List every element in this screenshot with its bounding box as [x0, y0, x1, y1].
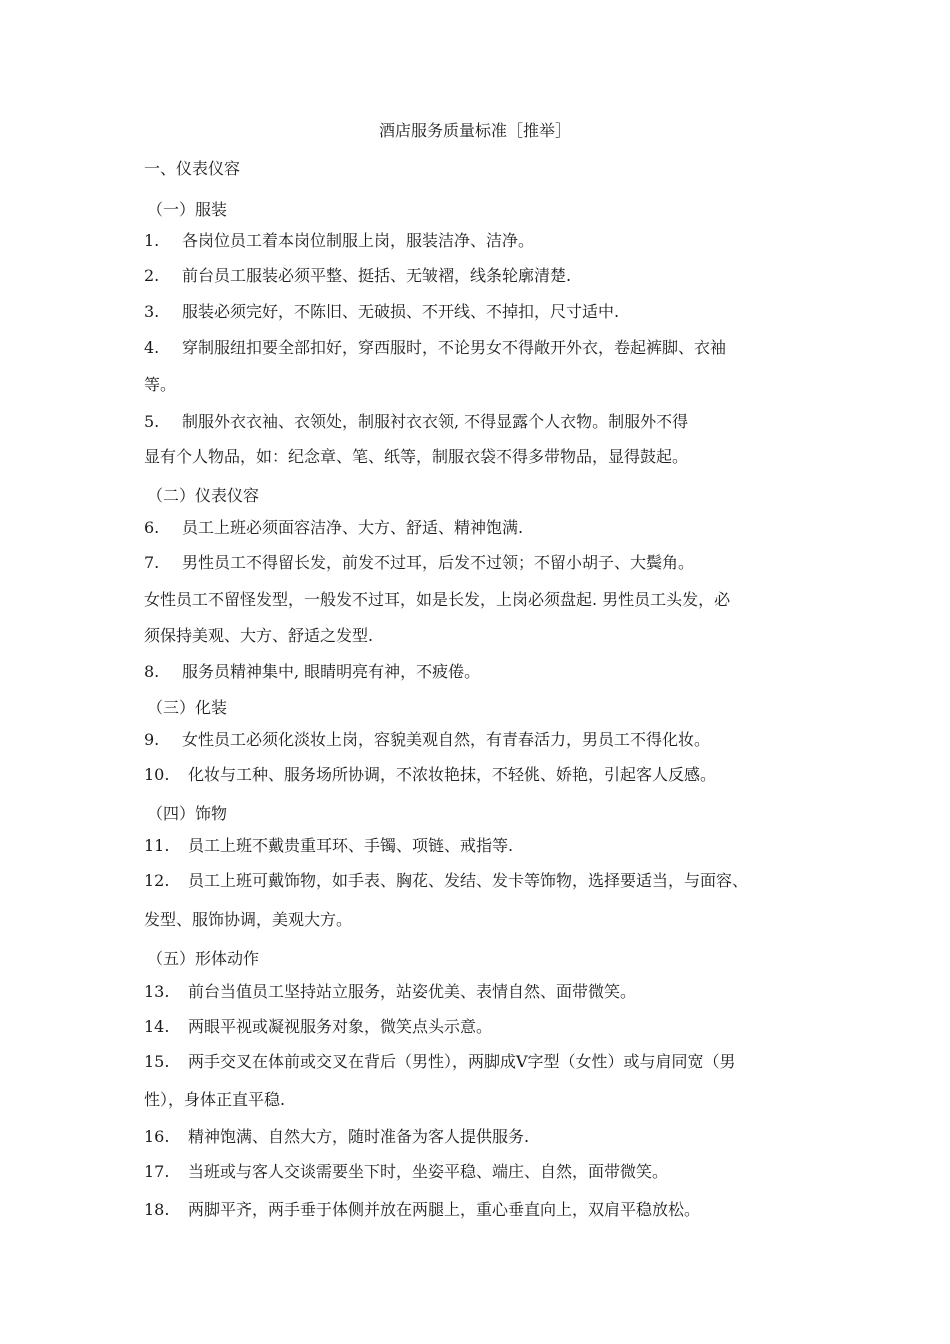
list-item	[144, 412, 688, 432]
item-number: 5.	[144, 412, 160, 431]
list-item	[144, 553, 694, 573]
item-text: 前台当值员工坚持站立服务，站姿优美、表情自然、面带微笑。	[188, 982, 637, 1001]
item-number: 8.	[144, 662, 160, 681]
item-number: 1.	[144, 231, 160, 250]
item-text: 两手交叉在体前或交叉在背后（男性），两脚成Ⅴ字型（女性）或与肩同宽（男	[188, 1052, 736, 1071]
continuation-line: 性），身体正直平稳.	[144, 1090, 286, 1109]
item-text: 服务员精神集中, 眼睛明亮有神，不疲倦。	[182, 662, 481, 681]
item-number: 6.	[144, 518, 160, 537]
continuation-line: 等。	[144, 375, 177, 394]
list-item	[144, 836, 513, 856]
list-item	[144, 302, 619, 322]
item-number: 14.	[144, 1017, 170, 1036]
subsection-heading: （二）仪表仪容	[147, 486, 260, 505]
item-number: 7.	[144, 553, 160, 572]
item-number: 4.	[144, 338, 160, 357]
item-number: 12.	[144, 871, 170, 890]
list-item	[144, 765, 716, 785]
continuation-line: 女性员工不留怪发型，一般发不过耳，如是长发，上岗必须盘起. 男性员工头发，必	[144, 590, 731, 609]
item-number: 15.	[144, 1052, 170, 1071]
subsection-heading: （三）化装	[147, 698, 228, 717]
list-item	[144, 1200, 700, 1220]
item-text: 服装必须完好，不陈旧、无破损、不开线、不掉扣，尺寸适中.	[182, 302, 620, 321]
item-number: 16.	[144, 1127, 170, 1146]
list-item	[144, 231, 534, 251]
item-number: 3.	[144, 302, 160, 321]
list-item	[144, 338, 726, 358]
subsection-heading: （一）服装	[147, 200, 228, 219]
list-item	[144, 1162, 668, 1182]
item-text: 穿制服纽扣要全部扣好，穿西服时，不论男女不得敞开外衣，卷起裤脚、衣袖	[182, 338, 727, 357]
item-text: 男性员工不得留长发，前发不过耳，后发不过领；不留小胡子、大鬓角。	[182, 553, 695, 572]
item-number: 2.	[144, 266, 160, 285]
continuation-line: 显有个人物品，如：纪念章、笔、纸等，制服衣袋不得多带物品，显得鼓起。	[144, 447, 689, 466]
continuation-line: 须保持美观、大方、舒适之发型.	[144, 626, 374, 645]
list-item	[144, 1127, 529, 1147]
item-number: 9.	[144, 730, 160, 749]
item-text: 员工上班必须面容洁净、大方、舒适、精神饱满.	[182, 518, 524, 537]
list-item	[144, 266, 571, 286]
item-text: 员工上班可戴饰物，如手表、胸花、发结、发卡等饰物，选择要适当，与面容、	[188, 871, 749, 890]
item-text: 当班或与客人交谈需要坐下时，坐姿平稳、端庄、自然，面带微笑。	[188, 1162, 669, 1181]
item-number: 17.	[144, 1162, 170, 1181]
item-number: 10.	[144, 765, 170, 784]
item-text: 前台员工服装必须平整、挺括、无皱褶，线条轮廓清楚.	[182, 266, 572, 285]
item-text: 两眼平视或凝视服务对象，微笑点头示意。	[188, 1017, 493, 1036]
item-text: 各岗位员工着本岗位制服上岗，服装洁净、洁净。	[182, 231, 535, 250]
item-text: 员工上班不戴贵重耳环、手镯、项链、戒指等.	[188, 836, 514, 855]
list-item	[144, 518, 523, 538]
list-item	[144, 982, 636, 1002]
document-title: 酒店服务质量标准［推举］	[378, 121, 571, 140]
list-item	[144, 1052, 736, 1072]
item-text: 两脚平齐，两手垂于体侧并放在两腿上，重心垂直向上，双肩平稳放松。	[188, 1200, 701, 1219]
list-item	[144, 662, 480, 682]
list-item	[144, 730, 710, 750]
item-text: 精神饱满、自然大方，随时准备为客人提供服务.	[188, 1127, 530, 1146]
subsection-heading: （五）形体动作	[147, 949, 260, 968]
item-text: 化妆与工种、服务场所协调，不浓妆艳抹，不轻佻、娇艳，引起客人反感。	[188, 765, 717, 784]
list-item	[144, 871, 748, 891]
item-number: 13.	[144, 982, 170, 1001]
item-text: 女性员工必须化淡妆上岗，容貌美观自然，有青春活力，男员工不得化妆。	[182, 730, 711, 749]
item-number: 18.	[144, 1200, 170, 1219]
item-text: 制服外衣衣袖、衣领处，制服衬衣衣领, 不得显露个人衣物。制服外不得	[182, 412, 689, 431]
continuation-line: 发型、服饰协调，美观大方。	[144, 910, 353, 929]
list-item	[144, 1017, 492, 1037]
subsection-heading: （四）饰物	[147, 804, 228, 823]
section-heading: 一、仪表仪容	[144, 159, 241, 178]
item-number: 11.	[144, 836, 170, 855]
